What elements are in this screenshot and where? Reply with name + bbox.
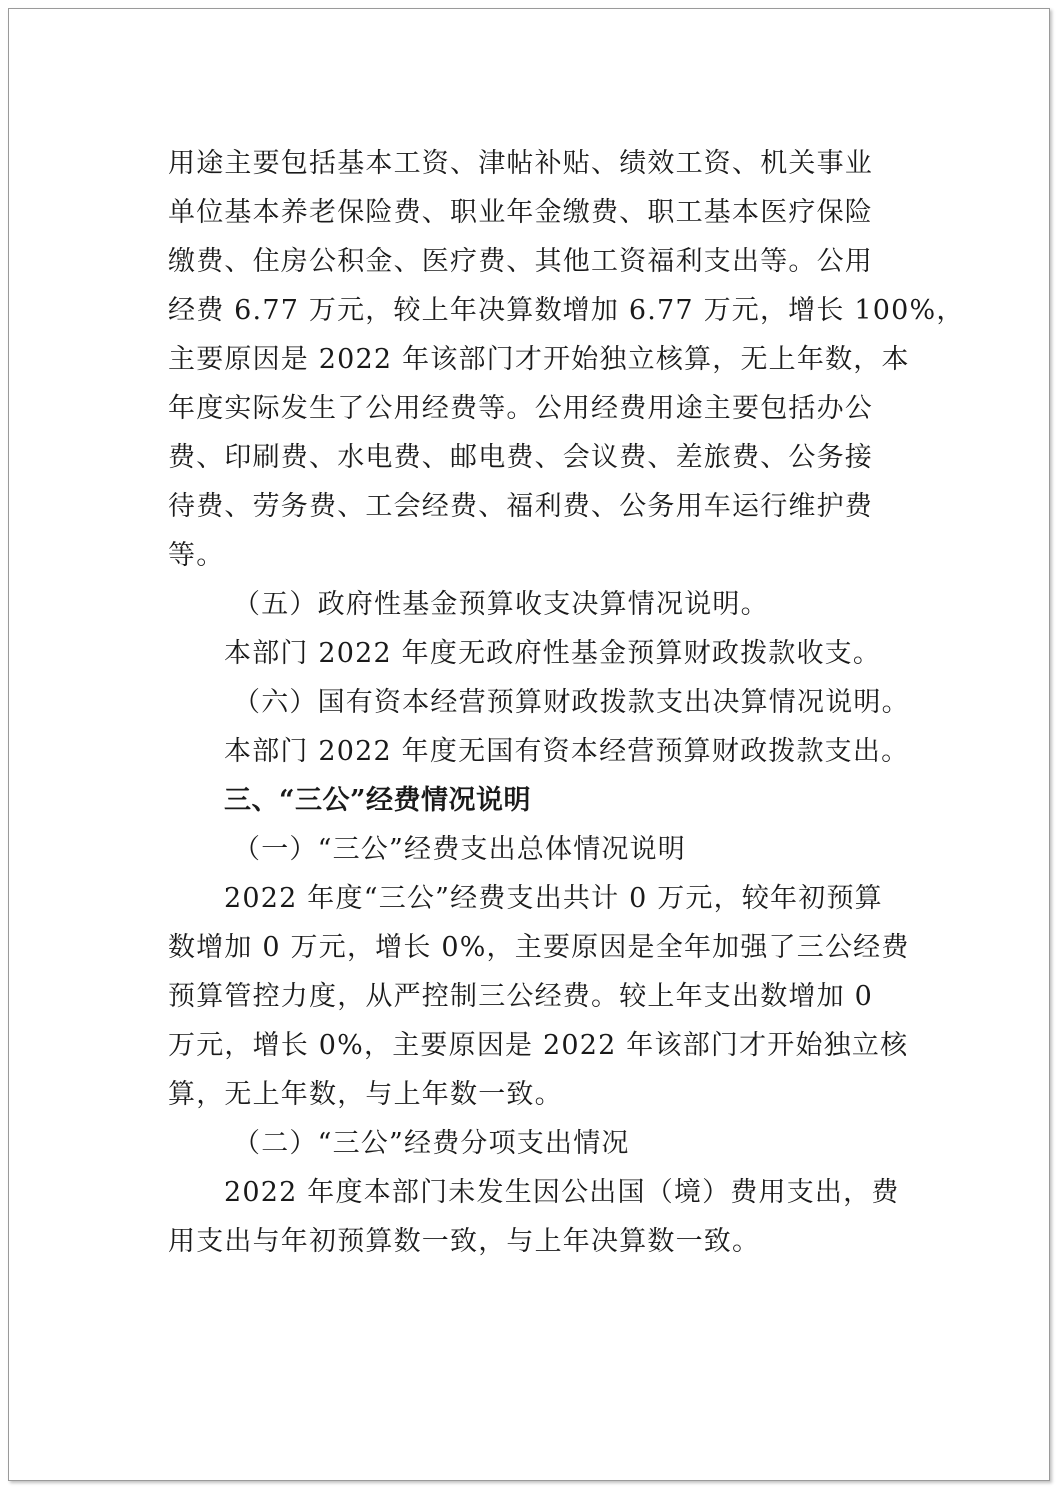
body-text-line: 算，无上年数，与上年数一致。 (168, 1079, 563, 1110)
section-subheading: （五）政府性基金预算收支决算情况说明。 (233, 589, 769, 620)
section-heading: 三、“三公”经费情况说明 (224, 785, 532, 816)
body-text-line: 万元，增长 0%，主要原因是 2022 年该部门才开始独立核 (168, 1030, 909, 1061)
body-text-line: 经费 6.77 万元，较上年决算数增加 6.77 万元，增长 100%， (168, 295, 965, 326)
body-text-line: 数增加 0 万元，增长 0%，主要原因是全年加强了三公经费 (168, 932, 910, 963)
section-subheading: （一）“三公”经费支出总体情况说明 (233, 834, 687, 865)
section-subheading: （六）国有资本经营预算财政拨款支出决算情况说明。 (233, 687, 910, 718)
body-text-line: 单位基本养老保险费、职业年金缴费、职工基本医疗保险 (168, 197, 873, 228)
body-text-line: 本部门 2022 年度无国有资本经营预算财政拨款支出。 (224, 736, 910, 767)
body-text-line: 用支出与年初预算数一致，与上年决算数一致。 (168, 1226, 761, 1257)
body-text-line: 预算管控力度，从严控制三公经费。较上年支出数增加 0 (168, 981, 873, 1012)
body-text-line: 用途主要包括基本工资、津帖补贴、绩效工资、机关事业 (168, 148, 873, 179)
section-subheading: （二）“三公”经费分项支出情况 (233, 1128, 630, 1159)
body-text-line: 待费、劳务费、工会经费、福利费、公务用车运行维护费 (168, 491, 873, 522)
body-text-line: 主要原因是 2022 年该部门才开始独立核算，无上年数，本 (168, 344, 910, 375)
body-text-line: 等。 (168, 540, 225, 571)
body-text-line: 本部门 2022 年度无政府性基金预算财政拨款收支。 (224, 638, 882, 669)
body-text-line: 费、印刷费、水电费、邮电费、会议费、差旅费、公务接 (168, 442, 873, 473)
body-text-line: 2022 年度“三公”经费支出共计 0 万元，较年初预算 (224, 883, 883, 914)
body-text-line: 2022 年度本部门未发生因公出国（境）费用支出，费 (224, 1177, 900, 1208)
body-text-line: 年度实际发生了公用经费等。公用经费用途主要包括办公 (168, 393, 873, 424)
body-text-line: 缴费、住房公积金、医疗费、其他工资福利支出等。公用 (168, 246, 873, 277)
